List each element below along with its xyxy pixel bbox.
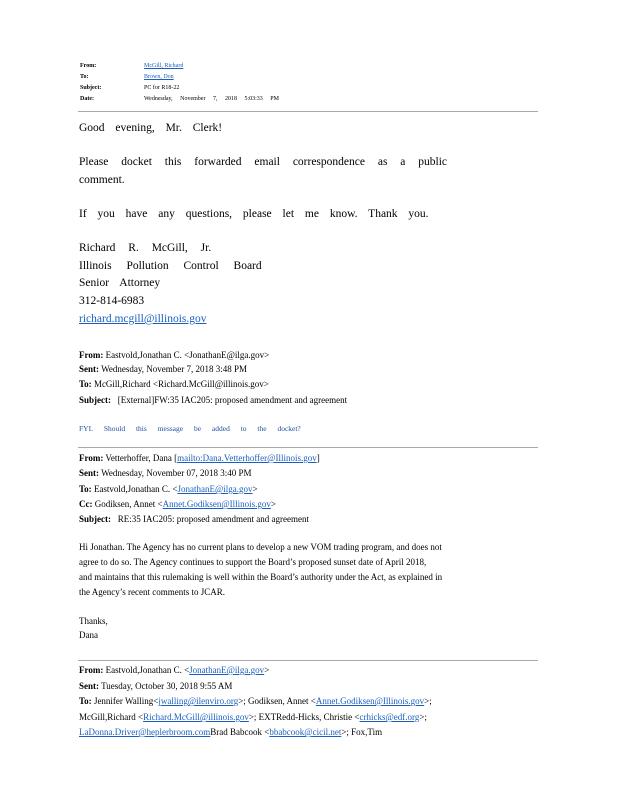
header-to-value[interactable]: Brown, Don — [144, 74, 174, 80]
msg3-line3-c: >; Fox,Tim — [341, 727, 383, 737]
msg1-to — [79, 379, 269, 389]
msg2-cc-link[interactable]: Annet.Godiksen@Illinois.gov — [162, 499, 271, 509]
msg3-line3-b: Brad Babcook < — [210, 727, 270, 737]
msg2-from-end: ] — [316, 453, 320, 463]
msg1-from-value: Eastvold,Jonathan C. <JonathanE@ilga.gov> — [105, 350, 270, 360]
msg3-from-label: From: — [79, 665, 104, 675]
msg2-body-line2: agree to do so. The Agency continues to support the Board’s proposed sunset date of April 2018, — [79, 557, 427, 567]
msg3-to-line2 — [79, 712, 427, 722]
msg2-to-label: To: — [79, 484, 92, 494]
msg1-to-value: McGill,Richard <Richard.McGill@illinois.gov> — [93, 379, 269, 389]
msg2-cc-value: Godiksen, Annet < — [94, 499, 163, 509]
msg2-from — [79, 453, 320, 463]
msg1-to-label: To: — [79, 379, 92, 389]
msg1-sent-label: Sent: — [79, 364, 99, 374]
msg2-from-label: From: — [79, 453, 104, 463]
msg2-from-value: Vetterhoffer, Dana [ — [105, 453, 178, 463]
msg3-from-value: Eastvold,Jonathan C. < — [105, 665, 190, 675]
msg3-line3-link2[interactable]: bbabcook@cicil.net — [269, 727, 342, 737]
msg3-from-link[interactable]: JonathanE@ilga.gov — [189, 665, 265, 675]
msg3-sent-value: Tuesday, October 30, 2018 9:55 AM — [101, 681, 233, 691]
msg2-cc — [79, 499, 276, 509]
msg3-to-end1: >; — [424, 696, 432, 706]
signature-name: Richard R. McGill, Jr. — [79, 242, 212, 254]
header-from-value[interactable]: McGill, Richard — [144, 63, 184, 69]
msg2-sent-value: Wednesday, November 07, 2018 3:40 PM — [101, 468, 252, 478]
msg2-to-link[interactable]: JonathanE@ilga.gov — [177, 484, 253, 494]
msg3-to-label: To: — [79, 696, 92, 706]
msg3-to-line1 — [79, 696, 432, 706]
msg2-sent — [79, 468, 252, 478]
msg1-subject-value: [External]FW:35 IAC205: proposed amendment and agreement — [117, 395, 348, 405]
msg1-subject-label: Subject: — [79, 395, 111, 405]
msg2-sent-label: Sent: — [79, 468, 99, 478]
msg2-to-end: > — [252, 484, 258, 494]
msg2-body-line1: Hi Jonathan. The Agency has no current plans to develop a new VOM trading program, and does not — [79, 542, 442, 552]
msg3-to-link2[interactable]: Annet.Godiksen@Illinois.gov — [315, 696, 425, 706]
header-from-label: From: — [80, 63, 97, 69]
signature-org: Illinois Pollution Control Board — [79, 260, 262, 272]
para1-line1: Please docket this forwarded email correspondence as a public — [79, 156, 448, 168]
msg2-thanks: Thanks, — [79, 616, 108, 626]
msg2-from-link[interactable]: mailto:Dana.Vetterhoffer@Illinois.gov — [177, 453, 317, 463]
msg3-to-mid1: >; Godiksen, Annet < — [238, 696, 316, 706]
msg1-from — [79, 350, 269, 360]
header-date-label: Date: — [80, 96, 94, 102]
msg2-cc-end: > — [270, 499, 276, 509]
header-divider — [78, 111, 538, 112]
msg2-subject-label: Subject: — [79, 514, 111, 524]
para2: If you have any questions, please let me know. Thank you. — [79, 208, 429, 220]
msg2-body-line3: and maintains that this rulemaking is well within the Board’s authority under the Act, as explained in — [79, 572, 443, 582]
msg2-to — [79, 484, 258, 494]
signature-title: Senior Attorney — [79, 277, 161, 289]
msg1-sent-value: Wednesday, November 7, 2018 3:48 PM — [101, 364, 248, 374]
msg2-cc-label: Cc: — [79, 499, 93, 509]
msg1-divider — [78, 447, 538, 448]
signature-phone: 312-814-6983 — [79, 295, 145, 307]
msg2-body-line4: the Agency’s recent comments to JCAR. — [79, 587, 225, 597]
msg2-divider — [78, 660, 538, 661]
para1-line2: comment. — [79, 174, 125, 186]
greeting: Good evening, Mr. Clerk! — [79, 122, 223, 134]
msg1-from-label: From: — [79, 350, 104, 360]
msg3-to-line3 — [79, 727, 382, 737]
signature-email-link[interactable]: richard.mcgill@illinois.gov — [79, 313, 207, 325]
msg3-sent-label: Sent: — [79, 681, 99, 691]
msg3-sent — [79, 681, 232, 691]
msg3-line2-a: McGill,Richard < — [79, 712, 144, 722]
msg2-name: Dana — [79, 630, 98, 640]
msg3-line2-link2[interactable]: crhicks@edf.org — [359, 712, 420, 722]
header-date-value: Wednesday, November 7, 2018 5:03:33 PM — [144, 96, 279, 102]
msg2-subject — [79, 514, 309, 524]
msg3-from-end: > — [264, 665, 270, 675]
header-subject-value: PC for R18-22 — [144, 85, 180, 91]
msg3-line3-link1[interactable]: LaDonna.Driver@heplerbroom.com — [79, 727, 211, 737]
msg3-line2-b: >; EXTRedd-Hicks, Christie < — [248, 712, 360, 722]
msg2-subject-value: RE:35 IAC205: proposed amendment and agreement — [117, 514, 309, 524]
msg3-line2-link1[interactable]: Richard.McGill@illinois.gov — [143, 712, 249, 722]
msg2-to-value: Eastvold,Jonathan C. < — [93, 484, 178, 494]
msg3-from — [79, 665, 269, 675]
header-subject-label: Subject: — [80, 85, 102, 91]
msg3-line2-c: >; — [419, 712, 427, 722]
msg1-subject — [79, 395, 347, 405]
msg1-sent — [79, 364, 247, 374]
header-to-label: To: — [80, 74, 89, 80]
msg3-to-value: Jennifer Walling< — [93, 696, 159, 706]
msg3-to-link1[interactable]: jwalling@ilenviro.org — [158, 696, 239, 706]
msg1-note: FYI. Should this message be added to the docket? — [79, 424, 301, 433]
